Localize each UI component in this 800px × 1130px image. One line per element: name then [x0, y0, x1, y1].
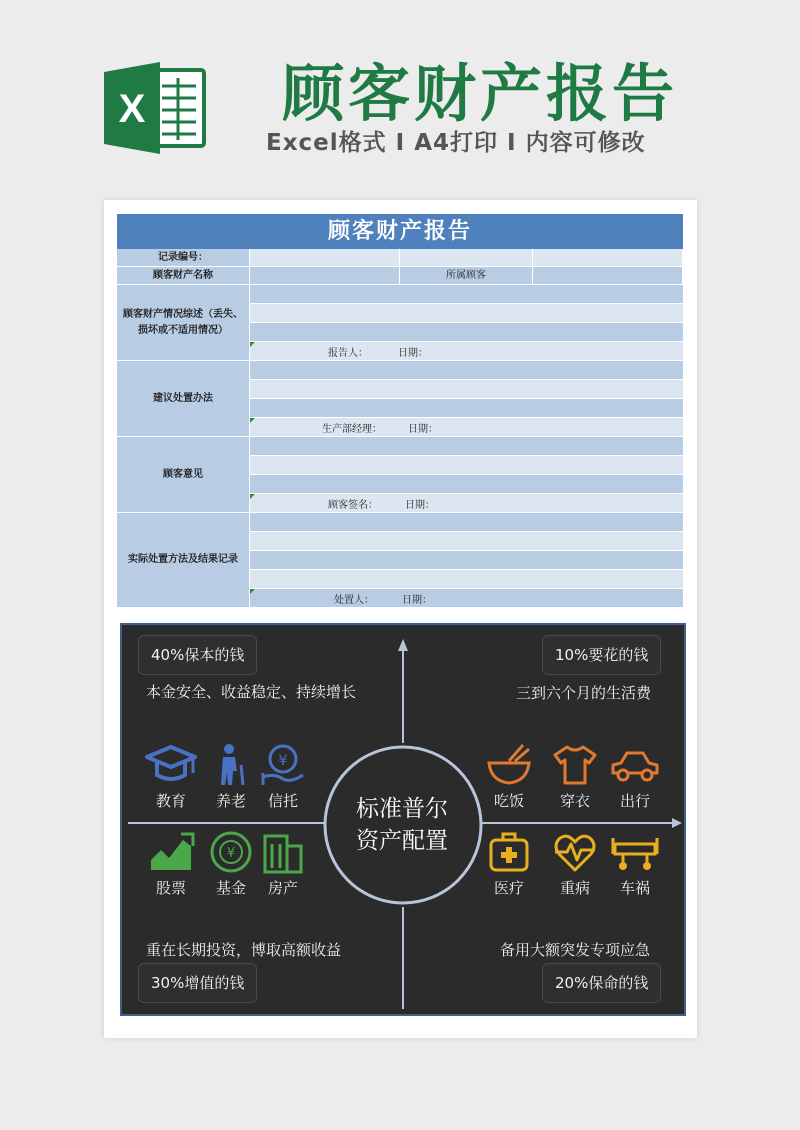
property-name-row — [117, 267, 683, 285]
item-illness — [545, 830, 605, 898]
desc-bottom-right: 备用大额突发专项应急 — [500, 941, 651, 959]
item-property — [253, 830, 313, 898]
tag-30-percent: 30%增值的钱 — [138, 963, 257, 1003]
signer-label: 顾客签名： — [328, 500, 378, 511]
section-label: 建议处置办法 — [117, 361, 250, 437]
stretcher-icon — [609, 830, 661, 874]
item-label: 基金 — [215, 879, 246, 897]
item-label: 信托 — [267, 792, 298, 810]
item-eating — [479, 743, 539, 811]
input-line[interactable] — [250, 323, 683, 342]
asset-allocation-infographic — [120, 623, 686, 1016]
item-education — [141, 743, 201, 811]
item-label: 穿衣 — [559, 792, 590, 810]
signer-label: 处置人： — [334, 595, 374, 606]
elderly-person-icon — [209, 743, 253, 787]
item-medical — [479, 830, 539, 898]
item-label: 股票 — [155, 879, 186, 897]
center-title-line: 资产配置 — [356, 828, 448, 854]
property-name-label: 顾客财产名称 — [117, 267, 250, 285]
record-no-extra[interactable] — [533, 249, 683, 267]
form-title: 顾客财产报告 — [117, 214, 683, 249]
item-label: 医疗 — [493, 879, 524, 897]
car-icon — [609, 743, 661, 787]
page-title: 顾客财产报告 — [282, 57, 679, 130]
date-label: 日期： — [408, 424, 438, 435]
date-label: 日期： — [402, 595, 432, 606]
section-label: 顾客财产情况综述（丢失、损坏或不适用情况） — [117, 285, 250, 361]
item-label: 重病 — [559, 879, 590, 897]
item-fund — [201, 830, 261, 898]
excel-logo-letter: X — [118, 87, 146, 131]
record-no-row — [117, 249, 683, 267]
heartbeat-icon — [551, 830, 599, 874]
property-report-form — [117, 214, 683, 608]
graduation-cap-icon — [143, 743, 199, 787]
bowl-chopsticks-icon — [485, 743, 533, 787]
section-label: 实际处置方法及结果记录 — [117, 513, 250, 608]
input-line[interactable] — [250, 437, 683, 456]
sign-line — [250, 342, 683, 361]
sign-line — [250, 589, 683, 608]
item-stocks — [141, 830, 201, 898]
section-summary — [117, 285, 683, 361]
signer-label: 报告人： — [328, 348, 368, 359]
coin-cycle-icon — [207, 830, 255, 874]
currency-glyph: ¥ — [226, 846, 236, 861]
item-label: 教育 — [155, 792, 186, 810]
owner-value[interactable] — [533, 267, 683, 285]
input-line[interactable] — [250, 399, 683, 418]
tag-40-percent: 40%保本的钱 — [138, 635, 257, 675]
input-line[interactable] — [250, 361, 683, 380]
tag-10-percent: 10%要花的钱 — [542, 635, 661, 675]
chart-rising-icon — [147, 830, 195, 874]
excel-logo-icon — [104, 62, 208, 154]
item-label: 出行 — [619, 792, 650, 810]
record-no-label: 记录编号： — [117, 249, 250, 267]
owner-label: 所属顾客 — [400, 267, 533, 285]
date-label: 日期： — [405, 500, 435, 511]
page-subtitle: Excel格式 I A4打印 I 内容可修改 — [266, 130, 646, 156]
item-label: 房产 — [267, 879, 298, 897]
tshirt-icon — [551, 743, 599, 787]
medical-kit-icon — [485, 830, 533, 874]
property-name-value[interactable] — [250, 267, 400, 285]
input-line[interactable] — [250, 475, 683, 494]
sign-line — [250, 418, 683, 437]
input-line[interactable] — [250, 532, 683, 551]
item-label: 吃饭 — [493, 792, 524, 810]
section-label: 顾客意见 — [117, 437, 250, 513]
sign-line — [250, 494, 683, 513]
building-icon — [259, 830, 307, 874]
item-label: 车祸 — [619, 879, 650, 897]
section-suggestion — [117, 361, 683, 437]
center-title — [327, 793, 477, 857]
input-line[interactable] — [250, 380, 683, 399]
date-label: 日期： — [398, 348, 428, 359]
item-clothing — [545, 743, 605, 811]
record-no-value[interactable] — [250, 249, 400, 267]
input-line[interactable] — [250, 456, 683, 475]
item-pension — [201, 743, 261, 811]
desc-bottom-left: 重在长期投资，博取高额收益 — [146, 941, 342, 959]
desc-top-left: 本金安全、收益稳定、持续增长 — [146, 683, 357, 701]
input-line[interactable] — [250, 285, 683, 304]
item-travel — [605, 743, 665, 811]
section-customer-opinion — [117, 437, 683, 513]
section-actual-handling — [117, 513, 683, 608]
record-no-spacer — [400, 249, 533, 267]
currency-glyph: ¥ — [278, 753, 288, 769]
input-line[interactable] — [250, 551, 683, 570]
money-hand-icon — [259, 743, 307, 787]
item-trust — [253, 743, 313, 811]
center-title-line: 标准普尔 — [356, 796, 448, 822]
tag-20-percent: 20%保命的钱 — [542, 963, 661, 1003]
desc-top-right: 三到六个月的生活费 — [516, 684, 652, 702]
item-accident — [605, 830, 665, 898]
input-line[interactable] — [250, 513, 683, 532]
item-label: 养老 — [215, 792, 246, 810]
input-line[interactable] — [250, 570, 683, 589]
input-line[interactable] — [250, 304, 683, 323]
signer-label: 生产部经理： — [322, 424, 382, 435]
